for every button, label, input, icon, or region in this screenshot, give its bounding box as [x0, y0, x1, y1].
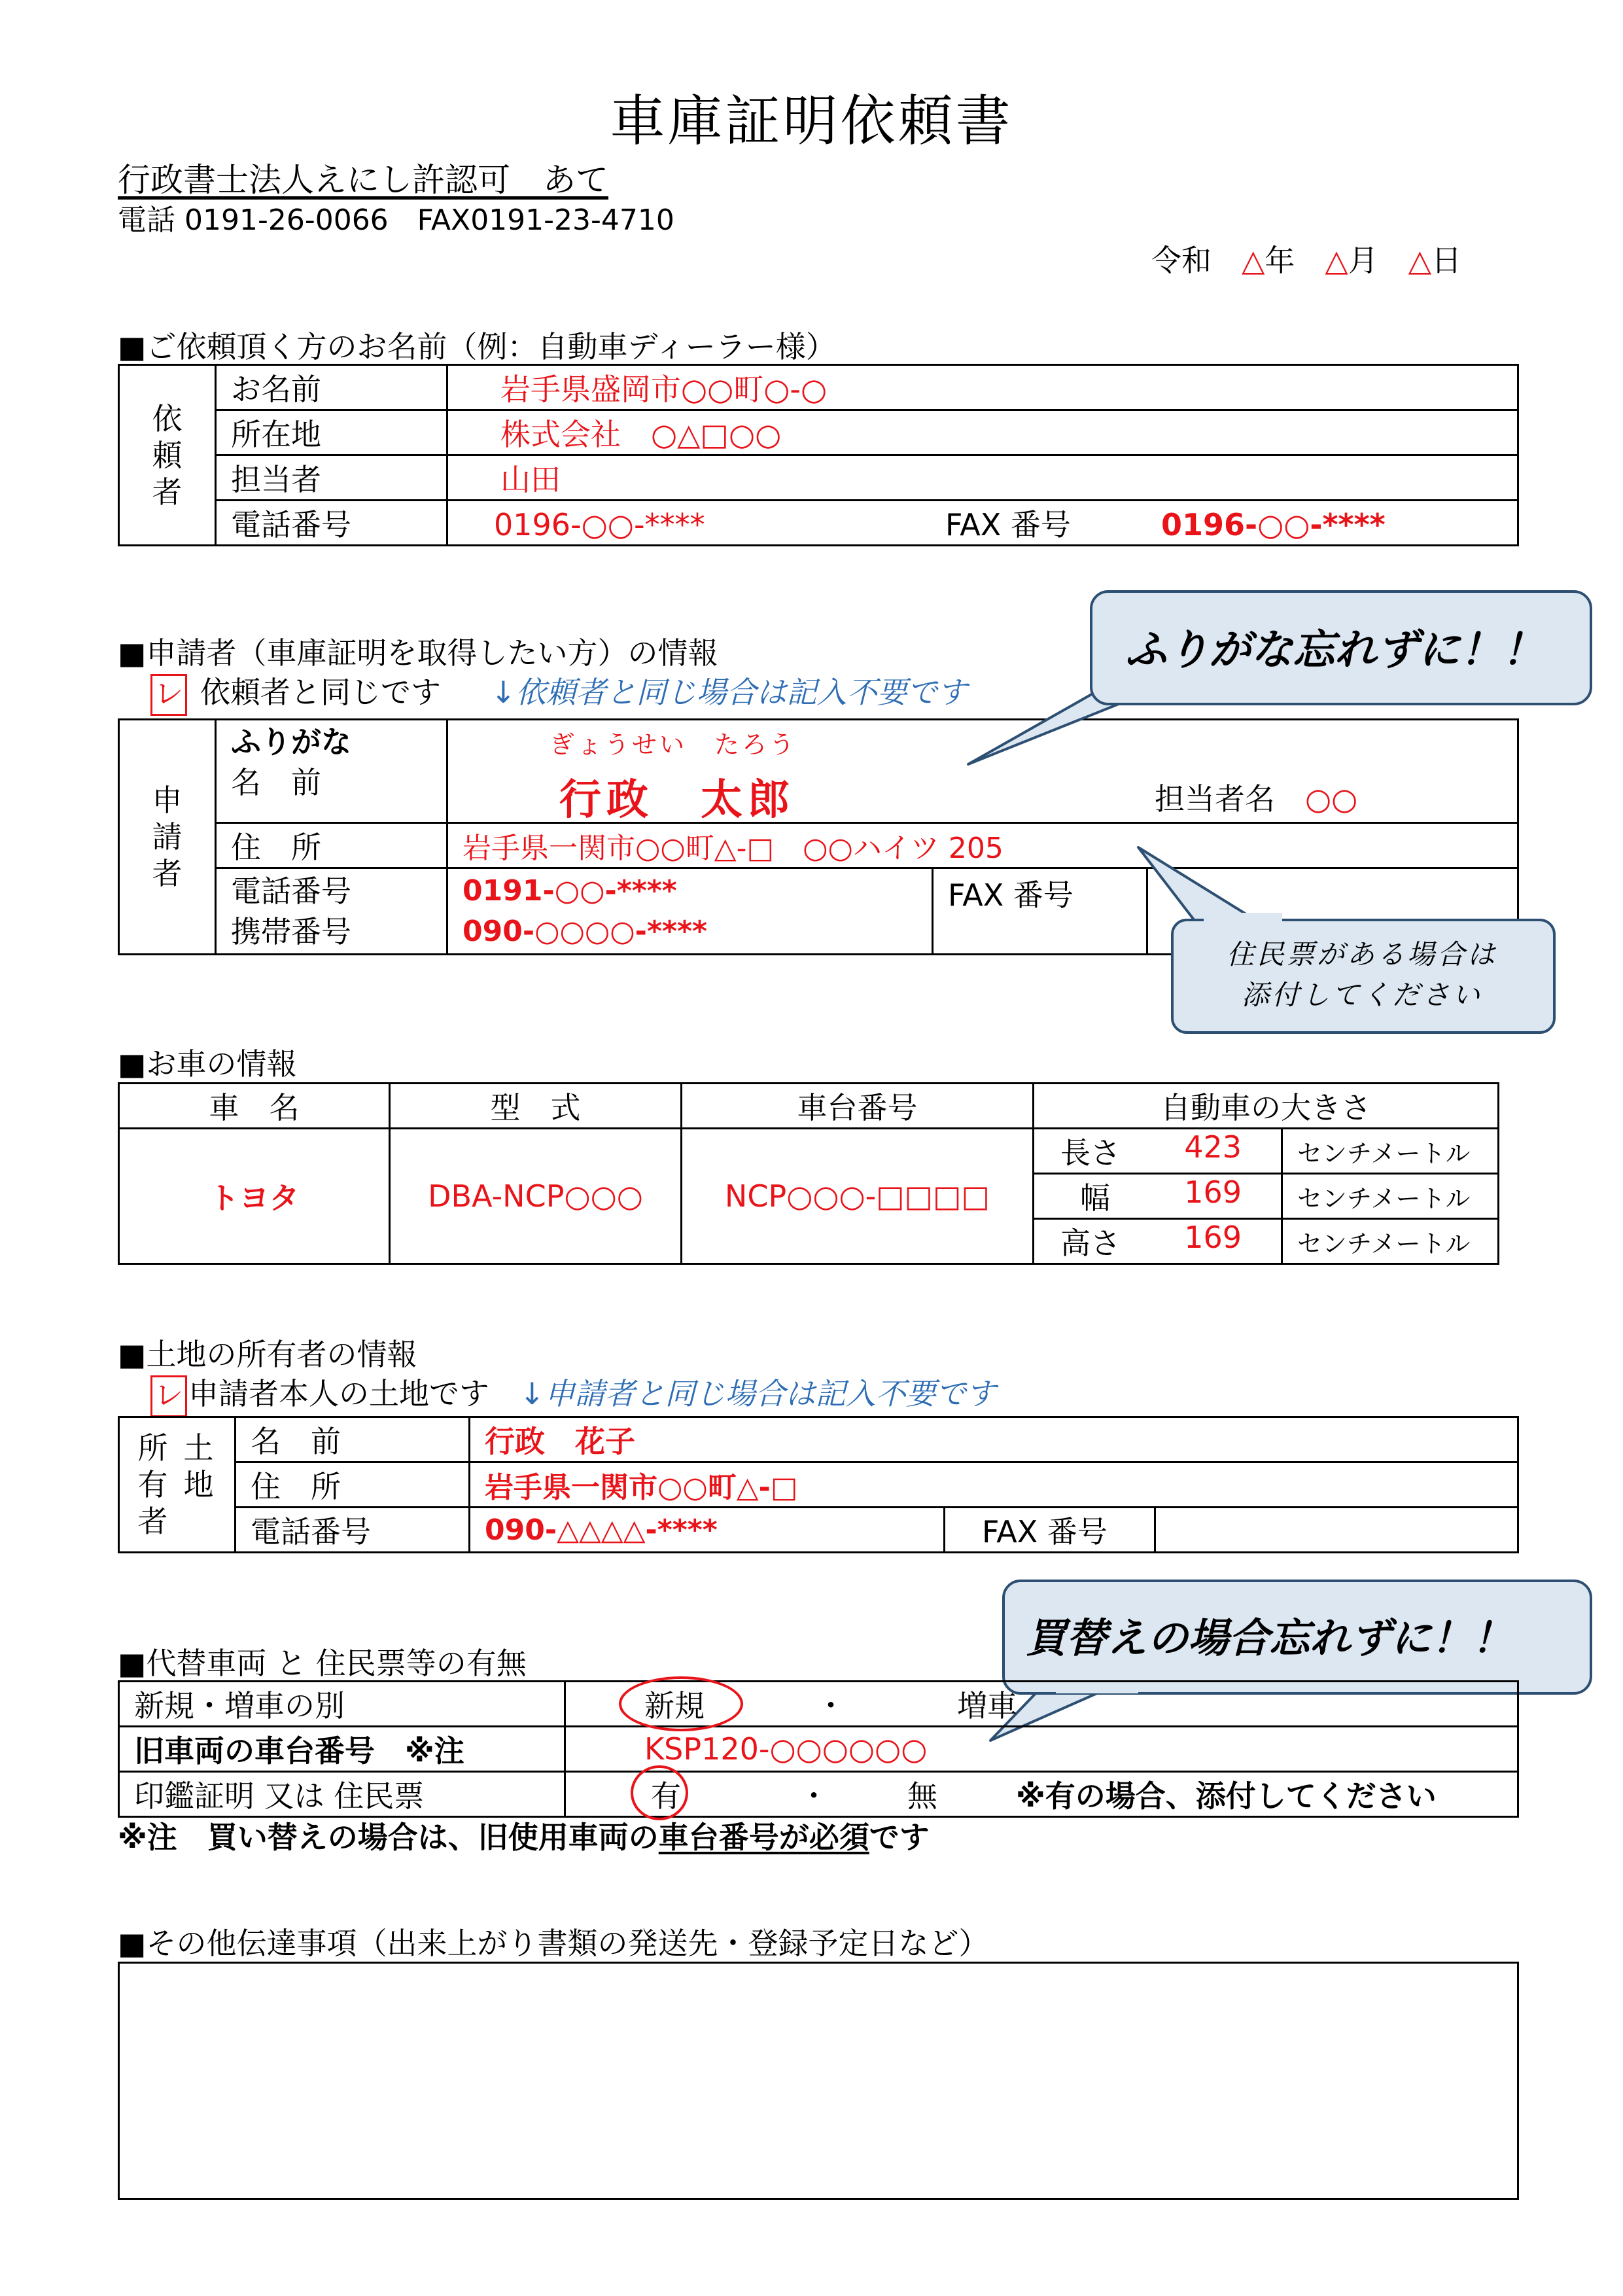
row1-sep: ・	[816, 1688, 846, 1723]
car-header-model: 型 式	[390, 1084, 682, 1129]
year-unit: 年	[1265, 243, 1295, 278]
date-line	[1151, 237, 1461, 280]
car-header-name: 車 名	[119, 1084, 390, 1129]
land-same-note: ↓申請者と同じ場合は記入不要です	[519, 1376, 996, 1411]
contact-line	[1155, 775, 1357, 819]
requester-contact-value: 山田	[447, 455, 1518, 501]
land-table	[118, 1416, 1519, 1553]
option-new[interactable]: 新規	[644, 1688, 705, 1723]
applicant-phone-value: 0191-○○-****	[462, 874, 677, 908]
car-section-title: ■お車の情報	[118, 1046, 297, 1082]
applicant-mobile-label: 携帯番号	[231, 913, 351, 949]
land-side-label-1: 土地	[183, 1430, 214, 1502]
land-same-line	[150, 1370, 996, 1417]
office-name: 行政書士法人えにし許認可 あて	[118, 161, 608, 199]
requester-phone-value: 0196-○○-****	[494, 507, 705, 542]
applicant-same-line	[150, 669, 968, 716]
dim-height	[1034, 1219, 1282, 1264]
option-yes[interactable]: 有	[651, 1778, 681, 1814]
row3-sep: ・	[799, 1778, 829, 1814]
dim-height-value: 169	[1184, 1220, 1242, 1255]
option-no[interactable]: 無	[907, 1778, 937, 1814]
note-underline-2: 必須	[809, 1820, 869, 1855]
circle-yes	[631, 1765, 688, 1820]
car-chassis-value: NCP○○○-□□□□	[682, 1129, 1034, 1264]
applicant-fax-label: FAX 番号	[933, 868, 1147, 955]
applicant-same-note: ↓依頼者と同じ場合は記入不要です	[491, 675, 968, 710]
requester-table	[118, 364, 1519, 546]
applicant-same-checkbox[interactable]: レ	[150, 674, 187, 716]
dim-width-unit: センチメートル	[1282, 1174, 1499, 1219]
month-unit: 月	[1348, 243, 1378, 278]
land-address-value: 岩手県一関市○○町△-□	[470, 1462, 1518, 1508]
car-model-value: DBA-NCP○○○	[390, 1129, 682, 1264]
land-fax-label: FAX 番号	[945, 1508, 1155, 1553]
dim-height-unit: センチメートル	[1282, 1219, 1499, 1264]
year-mark: △	[1242, 243, 1265, 278]
land-address-label: 住 所	[236, 1462, 470, 1508]
applicant-name-label: 名 前	[231, 765, 321, 800]
requester-fax-label: FAX 番号	[945, 507, 1071, 542]
replace-row3-label: 印鑑証明 又は 住民票	[119, 1772, 565, 1817]
note-mid: が	[778, 1820, 809, 1855]
applicant-mobile-value: 090-○○○○-****	[462, 914, 707, 948]
requester-contact-label: 担当者	[216, 455, 447, 501]
requester-fax-value: 0196-○○-****	[1161, 507, 1386, 542]
land-same-checkbox[interactable]: レ	[150, 1375, 187, 1417]
car-header-chassis: 車台番号	[682, 1084, 1034, 1129]
requester-phone-label: 電話番号	[216, 501, 447, 546]
land-name-value: 行政 花子	[470, 1417, 1518, 1462]
replace-row3-cell	[565, 1772, 1518, 1817]
land-fax-value	[1155, 1508, 1518, 1553]
land-phone-value: 090-△△△△-****	[470, 1508, 945, 1553]
requester-location-value: 株式会社 ○△□○○	[447, 410, 1518, 455]
callout-juminhyo-text	[1171, 934, 1553, 1016]
applicant-side-label: 申請者	[119, 720, 216, 955]
old-chassis-value: KSP120-○○○○○○	[565, 1727, 1518, 1772]
land-phone-label: 電話番号	[236, 1508, 470, 1553]
applicant-name-value: 行政 太郎	[559, 776, 795, 824]
row3-note: ※有の場合、添付してください	[1016, 1778, 1437, 1814]
applicant-same-text: 依頼者と同じです	[200, 675, 441, 710]
dim-width-value: 169	[1184, 1174, 1242, 1210]
applicant-phone-values	[447, 868, 933, 955]
other-notes-box[interactable]	[118, 1962, 1519, 2200]
land-name-label: 名 前	[236, 1417, 470, 1462]
dim-width-label: 幅	[1080, 1180, 1110, 1216]
replace-row2-label: 旧車両の車台番号 ※注	[119, 1727, 565, 1772]
land-section-title: ■土地の所有者の情報	[118, 1337, 417, 1372]
furigana-value: ぎょうせい たろう	[550, 730, 797, 759]
replace-table	[118, 1680, 1519, 1818]
date-era: 令和	[1151, 243, 1212, 278]
requester-name-label: お名前	[216, 365, 447, 410]
note-underline-1: 車台番号	[658, 1820, 779, 1855]
requester-phone-cell	[447, 501, 1518, 546]
requester-location-label: 所在地	[216, 410, 447, 455]
other-section-title: ■その他伝達事項（出来上がり書類の発送先・登録予定日など）	[118, 1926, 989, 1961]
callout-juminhyo-line1: 住民票がある場合は	[1226, 938, 1497, 970]
day-unit: 日	[1431, 243, 1462, 278]
day-mark: △	[1408, 243, 1432, 278]
car-name-value: トヨタ	[119, 1129, 390, 1264]
callout-replace-text: 買替えの場合忘れずに！！	[1026, 1614, 1513, 1662]
furigana-label: ふりがな	[231, 724, 351, 760]
contact-value: ○○	[1305, 781, 1358, 817]
applicant-address-label: 住 所	[216, 823, 447, 868]
callout-furigana-text: ふりがな忘れずに！！	[1125, 626, 1544, 675]
applicant-address-value: 岩手県一関市○○町△-□ ○○ハイツ 205	[447, 823, 1518, 868]
requester-side-label: 依頼者	[119, 365, 216, 546]
applicant-phone-labels	[216, 868, 447, 955]
applicant-name-labels	[216, 720, 447, 823]
applicant-phone-label: 電話番号	[231, 873, 351, 909]
requester-section-title: ■ご依頼頂く方のお名前（例：自動車ディーラー様）	[118, 329, 836, 364]
dim-length-label: 長さ	[1060, 1135, 1121, 1171]
requester-name-value: 岩手県盛岡市○○町○-○	[447, 365, 1518, 410]
dim-length-value: 423	[1184, 1129, 1242, 1165]
circle-new	[619, 1676, 743, 1731]
note-suffix: です	[869, 1820, 930, 1855]
car-header-size: 自動車の大きさ	[1034, 1084, 1499, 1129]
month-mark: △	[1325, 243, 1348, 278]
replace-section-title: ■代替車両 と 住民票等の有無	[118, 1646, 527, 1681]
applicant-section-title: ■申請者（車庫証明を取得したい方）の情報	[118, 635, 718, 671]
dim-height-label: 高さ	[1060, 1226, 1121, 1261]
contact-label: 担当者名	[1155, 781, 1275, 817]
replace-row1-label: 新規・増車の別	[119, 1682, 565, 1727]
office-phone: 電話 0191-26-0066 FAX0191-23-4710	[118, 203, 674, 237]
car-table	[118, 1082, 1499, 1265]
callout-juminhyo-line2: 添付してください	[1241, 979, 1482, 1011]
page-title: 車庫証明依頼書	[610, 89, 1013, 153]
land-same-text: 申請者本人の土地です	[188, 1376, 489, 1411]
option-increase[interactable]: 増車	[957, 1688, 1017, 1723]
replace-note	[118, 1814, 930, 1857]
land-side-label-2: 所有者	[137, 1430, 168, 1539]
dim-length-unit: センチメートル	[1282, 1129, 1499, 1174]
note-prefix: ※注 買い替えの場合は、旧使用車両の	[118, 1820, 659, 1855]
land-side-label	[119, 1417, 236, 1553]
dim-length	[1034, 1129, 1282, 1174]
dim-width	[1034, 1174, 1282, 1219]
